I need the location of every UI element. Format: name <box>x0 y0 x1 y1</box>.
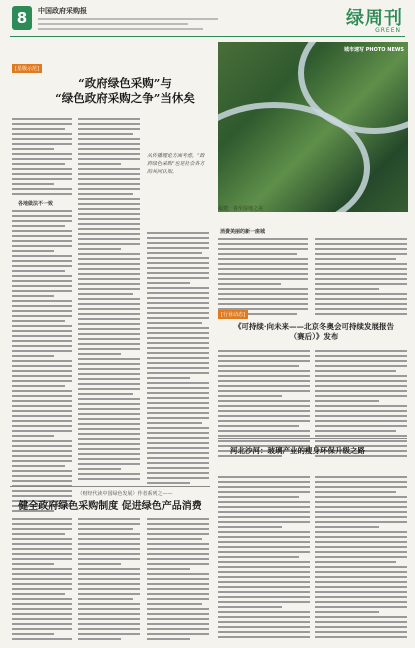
right-divider <box>218 438 407 439</box>
right-article-column-2 <box>315 350 407 460</box>
header-info-line <box>38 18 218 20</box>
lead-column-2 <box>78 118 140 483</box>
bottom-column-1 <box>12 518 72 643</box>
lead-tag: [星级示范] <box>12 64 42 73</box>
section-title: 绿周刊 <box>346 8 403 29</box>
lead-column-3 <box>147 232 209 487</box>
bottom-divider <box>10 486 210 487</box>
lead-headline <box>40 76 210 106</box>
page-number-badge: 8 <box>12 6 32 30</box>
bottom-column-2 <box>78 518 140 643</box>
lead-headline-line1: “政府绿色采购”与 <box>78 76 172 90</box>
header-info-line <box>38 23 188 25</box>
pull-quote: 从传播理论方面考虑，“政府绿色采购”也是社会各方的共同认知。 <box>147 153 205 175</box>
bottom-column-3 <box>147 518 209 643</box>
bottom-kicker: （财经代读中国绿色发展）作者系列之—— <box>77 491 173 497</box>
section-title-en: GREEN <box>375 27 401 34</box>
lead-headline-line2: “绿色政府采购之争”当休矣 <box>55 91 195 105</box>
right-article-tag: [行业动态] <box>218 310 248 319</box>
lead-column-5 <box>315 238 407 318</box>
header-info-line <box>38 28 203 30</box>
paper-name: 中国政府采购报 <box>38 6 87 15</box>
photo-tag: 城市速写 PHOTO NEWS <box>344 47 404 53</box>
lead-subhead-1: 各地做法不一致 <box>18 201 54 207</box>
right-article-column-3 <box>218 476 310 641</box>
lead-column-4 <box>218 238 308 318</box>
right-article-headline: 《可持续·向未来——北京冬奥会可持续发展报告（赛后）》发布 <box>233 322 395 341</box>
right-article-column-4 <box>315 476 407 641</box>
lead-column-1b <box>12 210 72 515</box>
wetland-photo <box>218 42 408 212</box>
bottom-headline: 健全政府绿色采购制度 促进绿色产品消费 <box>18 501 202 512</box>
header-divider <box>10 36 405 37</box>
photo-caption: 福建：春至湿地之美 <box>218 206 264 212</box>
right-article-column-1 <box>218 350 310 460</box>
lead-column-1 <box>12 118 72 198</box>
right-article-headline-2: 河北沙河：玻璃产业的瘦身环保升级之路 <box>230 446 365 455</box>
page-header <box>0 0 415 40</box>
lead-subhead-2: 消费美丽的新一座城 <box>220 229 266 235</box>
